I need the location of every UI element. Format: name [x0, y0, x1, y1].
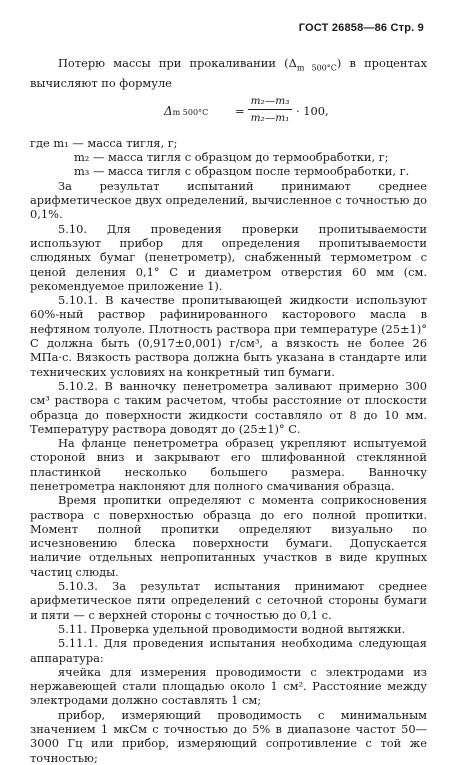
paragraph: За результат испытаний принимают среднее арифметическое двух определений, вычисленное с точностью до 0,1%. — [30, 178, 427, 222]
section-5-11: 5.11. Проверка удельной проводимости водной вытяжки. — [58, 621, 406, 636]
formula-lhs-subscript: m 500°C — [172, 107, 209, 117]
formula-numerator: m₂—m₃ — [248, 94, 292, 110]
where-line: m₂ — масса тигля с образцом до термообработки, г; — [74, 150, 389, 165]
formula-tail: · 100, — [296, 103, 329, 118]
formula-lhs — [164, 104, 208, 120]
paragraph: На фланце пенетрометра образец укрепляют испытуемой стороной вниз и закрывают его шлифованной стеклянной пластинкой несколько большего размера. Ванночку пенетрометра наклоняют для полного смачивания образца. — [30, 436, 427, 493]
formula-equals: = — [235, 103, 245, 118]
formula-lhs-symbol: Δ — [164, 103, 173, 118]
section-5-11-1: 5.11.1. Для проведения испытания необходима следующая аппаратура: — [30, 636, 427, 665]
where-line: где m₁ — масса тигля, г; — [30, 135, 178, 150]
list-item: прибор, измеряющий проводимость с минимальным значением 1 мкСм с точностью до 5% в диапазоне частот 50—3000 Гц или прибор, измеряющий сопротивление с той же точностью; — [30, 707, 427, 765]
where-line: m₃ — масса тигля с образцом после термообработки, г. — [74, 164, 410, 179]
intro-subscript: m 500°C — [296, 63, 337, 73]
list-item: ячейка для измерения проводимости с электродами из нержавеющей стали площадью около 1 см². Расстояние между электродами должно составлять 1 см; — [30, 664, 427, 708]
section-5-10-2: 5.10.2. В ванночку пенетрометра заливают примерно 300 см³ раствора с таким расчетом, чтобы расстояние от плоскости образца до поверхности жидкости составляло от 8 до 10 мм. Температуру раствора доводят до (25±1)° С. — [30, 378, 427, 436]
formula — [30, 94, 427, 130]
section-5-10-1: 5.10.1. В качестве пропитывающей жидкости используют 60%-ный раствор рафинированного касторового масла в нефтяном толуоле. Плотность раствора при температуре (25±1)° С должна быть (0,917±0,001) г/см³, а вязкость не более 26 МПа·с. Вязкость раствора должна быть указана в стандарте или технических условиях на конкретный тип бумаги. — [30, 293, 427, 379]
formula-denominator: m₂—m₁ — [250, 112, 290, 125]
paragraph: Время пропитки определяют с момента соприкосновения раствора с поверхностью образца до его полной пропитки. Момент полной пропитки определяют визуально по исчезновению блеска поверхности бумаги. Допускается наличие отдельных непропитанных участков в виде крупных частиц слюды. — [30, 493, 427, 579]
intro-tail: ) в процентах вычисляют по формуле — [30, 56, 428, 90]
where-block — [30, 136, 427, 179]
page-header: ГОСТ 26858—86 Стр. 9 — [298, 22, 424, 34]
formula-fraction — [248, 94, 292, 126]
intro-text: Потерю массы при прокаливании (Δ — [58, 56, 297, 70]
intro-paragraph — [30, 56, 427, 90]
section-5-10: 5.10. Для проведения проверки пропитываемости используют прибор для определения пропитываемости слюдяных бумаг (пенетрометр), снабженный термометром с ценой деления 0,1° С и диаметром отверстия 60 мм (см. рекомендуемое приложение 1). — [30, 221, 427, 293]
document-body — [30, 56, 427, 765]
section-5-10-3: 5.10.3. За результат испытания принимают среднее арифметическое пяти определений с сеточной стороны бумаги и пяти — с верхней стороны с точностью до 0,1 с. — [30, 579, 427, 622]
